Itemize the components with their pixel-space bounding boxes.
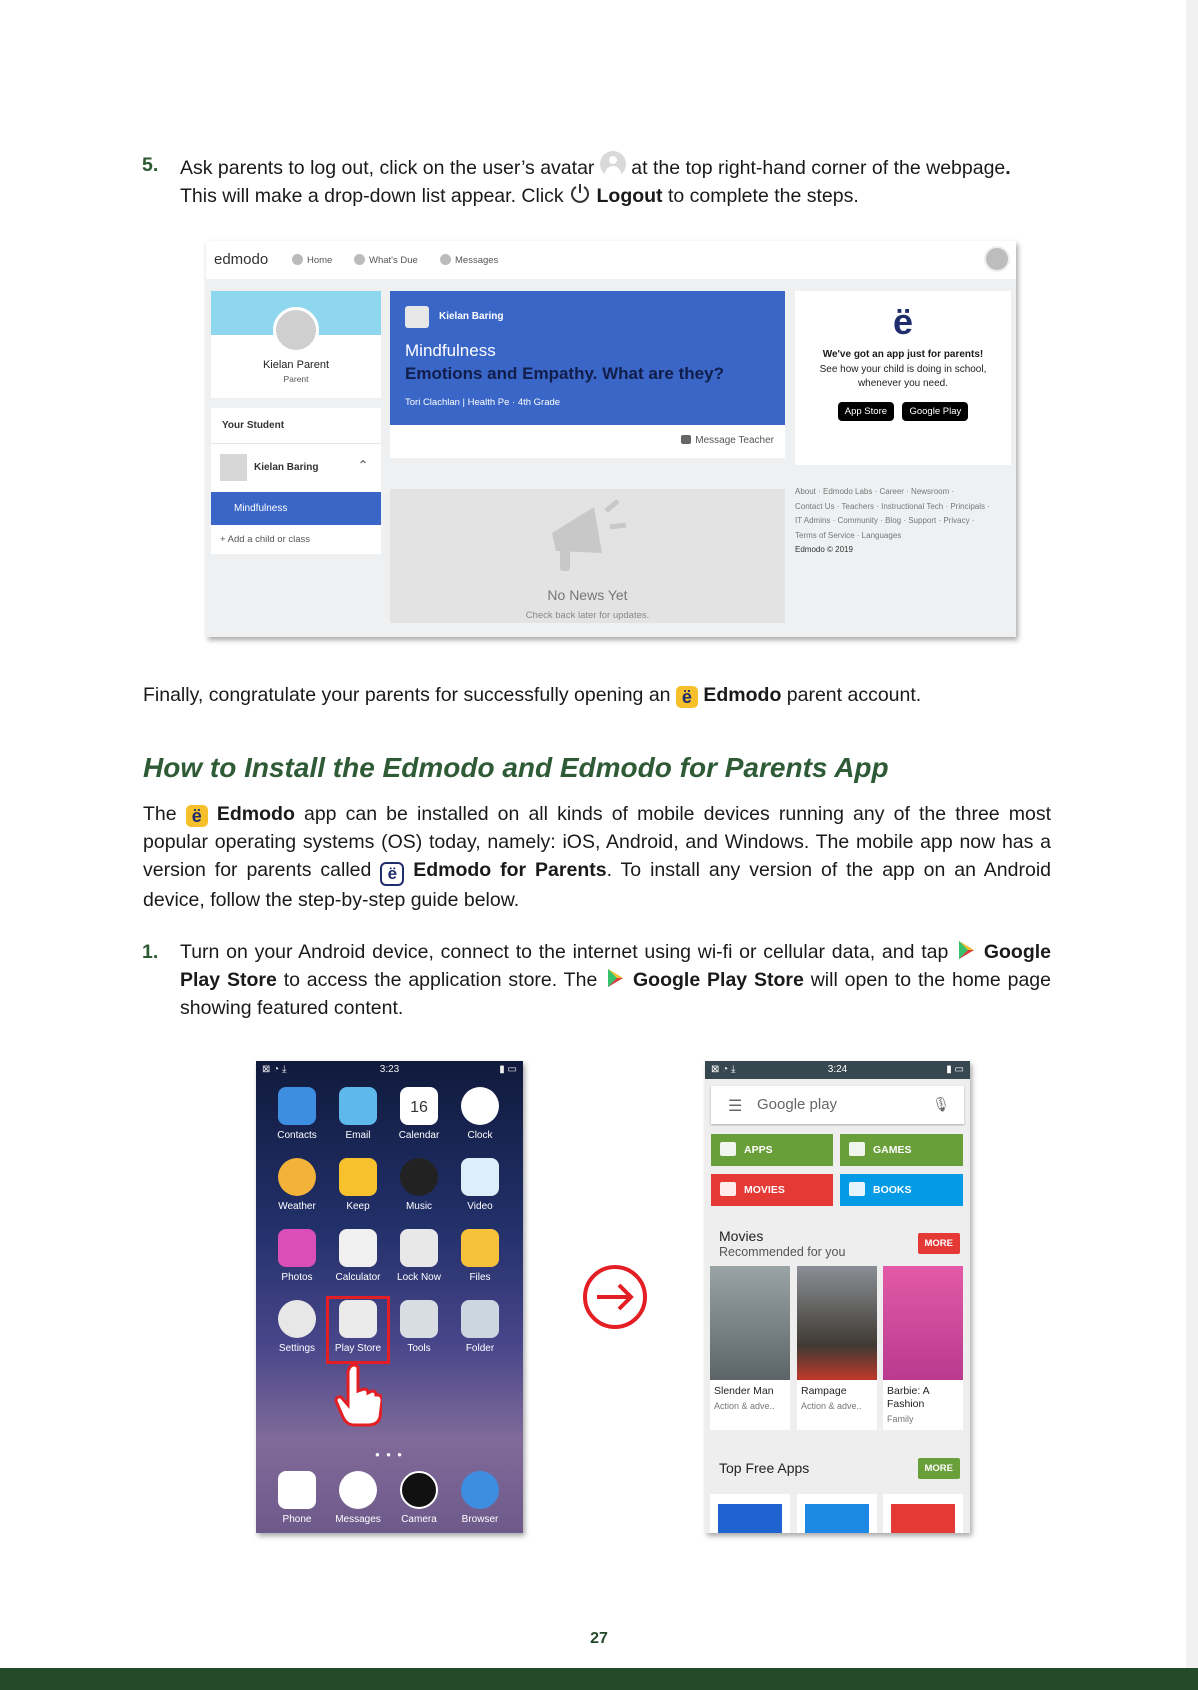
app-files[interactable]: Files — [449, 1229, 511, 1283]
google-play-badge[interactable]: Google Play — [902, 402, 968, 421]
app-contacts[interactable]: Contacts — [266, 1087, 328, 1141]
app-play-store[interactable]: Play Store — [327, 1300, 389, 1354]
app-store-badge[interactable]: App Store — [838, 402, 894, 421]
book-icon — [849, 1182, 865, 1196]
megaphone-icon — [542, 493, 632, 579]
app-keep[interactable]: Keep — [327, 1158, 389, 1212]
intro-paragraph: The ë Edmodo app can be installed on all kinds of mobile devices running any of the three most popular operating systems (OS) today, namely: iOS, Android, and Windows. The mobile app now has a version for parents called ë Edmodo for Parents. To install any version of the app on an Android device, follow the step-by-step guide below. — [143, 803, 1052, 911]
movies-more-button[interactable]: MORE — [918, 1233, 961, 1254]
app-settings[interactable]: Settings — [266, 1300, 328, 1354]
post-title: Mindfulness — [405, 341, 496, 360]
play-store-icon — [955, 939, 977, 961]
parent-role: Parent — [283, 374, 309, 384]
edmodo-parents-icon: ë — [380, 862, 404, 886]
edmodo-feed — [390, 291, 785, 623]
android-icon — [720, 1142, 736, 1156]
parent-name: Kielan Parent — [262, 359, 330, 371]
user-avatar[interactable] — [984, 246, 1010, 272]
movies-section-title: Movies — [719, 1228, 764, 1244]
no-news-panel — [390, 489, 785, 623]
dock-camera[interactable]: Camera — [388, 1471, 450, 1525]
top-free-apps-title: Top Free Apps — [719, 1460, 810, 1476]
promo-text-2: whenever you need. — [857, 378, 949, 389]
student-item[interactable]: Kielan Baring ⌃ — [211, 444, 381, 492]
post-author-avatar — [405, 306, 429, 328]
edmodo-footer: About · Edmodo Labs · Career · Newsroom · Contact Us · Teachers · Instructional Tech · Principals · IT Admins · Community · Blog · Support · Privacy · Terms of Service · Languages Edmodo © 2019 — [795, 487, 990, 554]
page-number: 27 — [590, 1630, 608, 1647]
film-icon — [720, 1182, 736, 1196]
dock-phone[interactable]: Phone — [266, 1471, 328, 1525]
app-tile[interactable] — [883, 1494, 963, 1533]
category-games[interactable]: GAMES — [840, 1134, 963, 1166]
movie-poster — [797, 1266, 877, 1380]
next-arrow-icon — [581, 1263, 649, 1331]
app-music[interactable]: Music — [388, 1158, 450, 1212]
app-weather[interactable]: Weather — [266, 1158, 328, 1212]
movie-poster — [710, 1266, 790, 1380]
category-movies[interactable]: MOVIES — [711, 1174, 833, 1206]
apps-more-button[interactable]: MORE — [918, 1458, 961, 1479]
movies-section-subtitle: Recommended for you — [719, 1245, 846, 1259]
add-child-link[interactable]: + Add a child or class — [211, 525, 381, 554]
app-tile[interactable] — [710, 1494, 790, 1533]
page-indicator: ● ● ● — [375, 1450, 404, 1459]
menu-icon: ☰ — [728, 1098, 743, 1115]
category-books[interactable]: BOOKS — [840, 1174, 963, 1206]
parents-app-promo — [795, 291, 1011, 465]
category-apps[interactable]: APPS — [711, 1134, 833, 1166]
section-heading: How to Install the Edmodo and Edmodo for Parents App — [143, 752, 889, 783]
parent-card — [211, 291, 381, 398]
status-bar: ⊠ ◔ ⤓ 3:23 ▮ ▭ — [262, 1064, 517, 1075]
post-meta: Tori Clachlan | Health Pe · 4th Grade — [405, 397, 561, 408]
movie-card[interactable]: Slender Man Action & adve.. — [710, 1266, 790, 1430]
calendar-icon — [354, 254, 365, 265]
app-calculator[interactable]: Calculator — [327, 1229, 389, 1283]
app-tools[interactable]: Tools — [388, 1300, 450, 1354]
no-news-subtitle: Check back later for updates. — [525, 610, 650, 621]
dock-messages[interactable]: Messages — [327, 1471, 389, 1525]
avatar-icon — [600, 151, 626, 177]
step-5-paragraph: 5. Ask parents to log out, click on the user’s avatar at the top right-hand corner of the webpage. This will make a drop-down list appear. Click Logout to complete the steps. — [143, 151, 1051, 210]
movie-card[interactable]: Barbie: A Fashion Family — [883, 1266, 963, 1430]
your-student-label: Your Student — [211, 408, 381, 444]
chat-icon — [681, 435, 691, 444]
edmodo-logo: edmodo — [214, 251, 269, 268]
status-bar: ⊠ ◔ ⤓ 3:24 ▮ ▭ — [705, 1061, 970, 1079]
step-5-number: 5. — [142, 154, 159, 176]
post-author: Kielan Baring — [439, 311, 504, 322]
app-tile[interactable] — [797, 1494, 877, 1533]
finally-paragraph: Finally, congratulate your parents for successfully opening an ë Edmodo parent account. — [143, 684, 922, 707]
app-lock-now[interactable]: Lock Now — [388, 1229, 450, 1283]
promo-text-1: See how your child is doing in school, — [819, 364, 987, 375]
edmodo-app-logo-icon: ë — [892, 301, 914, 342]
gamepad-icon — [849, 1142, 865, 1156]
post-heading: Emotions and Empathy. What are they? — [405, 364, 724, 383]
parent-avatar — [273, 307, 319, 353]
microphone-icon: 🎙 — [932, 1096, 950, 1112]
message-icon — [440, 254, 451, 265]
student-avatar — [220, 454, 247, 481]
nav-messages[interactable]: Messages — [440, 254, 498, 266]
play-store-highlight — [326, 1296, 390, 1364]
app-calendar[interactable]: 16 Calendar — [388, 1087, 450, 1141]
message-teacher-button[interactable]: Message Teacher — [390, 425, 785, 458]
footer-bar — [0, 1668, 1198, 1690]
play-store-icon — [604, 967, 626, 989]
power-icon — [569, 182, 591, 204]
android-home-screenshot — [256, 1061, 523, 1533]
tap-hand-icon — [334, 1363, 382, 1427]
edmodo-icon: ë — [186, 805, 208, 827]
post-card — [390, 291, 785, 425]
edmodo-right-column — [795, 291, 1011, 558]
class-mindfulness[interactable]: Mindfulness — [211, 492, 381, 525]
movie-card[interactable]: Rampage Action & adve.. — [797, 1266, 877, 1430]
app-video[interactable]: Video — [449, 1158, 511, 1212]
app-photos[interactable]: Photos — [266, 1229, 328, 1283]
dock-browser[interactable]: Browser — [449, 1471, 511, 1525]
app-clock[interactable]: Clock — [449, 1087, 511, 1141]
nav-home[interactable]: Home — [292, 254, 332, 266]
page-edge — [1186, 0, 1198, 1668]
edmodo-screenshot — [206, 241, 1016, 637]
nav-whats-due[interactable]: What's Due — [354, 254, 418, 266]
edmodo-left-column — [211, 291, 381, 554]
edmodo-icon: ë — [676, 686, 698, 708]
home-icon — [292, 254, 303, 265]
promo-title: We've got an app just for parents! — [822, 349, 984, 360]
app-folder[interactable]: Folder — [449, 1300, 511, 1354]
app-email[interactable]: Email — [327, 1087, 389, 1141]
movie-poster — [883, 1266, 963, 1380]
step-1-number: 1. — [142, 941, 159, 963]
play-search-bar[interactable]: ☰ Google play 🎙 — [711, 1086, 964, 1124]
step-1-paragraph: 1. Turn on your Android device, connect to the internet using wi-fi or cellular data, and tap Google Play Store to access the application store. The Google Play Store will open to the home page showing featured content. — [143, 938, 1051, 1022]
no-news-title: No News Yet — [547, 587, 628, 603]
chevron-up-icon: ⌃ — [358, 458, 369, 472]
google-play-screenshot — [705, 1061, 970, 1533]
edmodo-topbar — [206, 241, 1016, 279]
